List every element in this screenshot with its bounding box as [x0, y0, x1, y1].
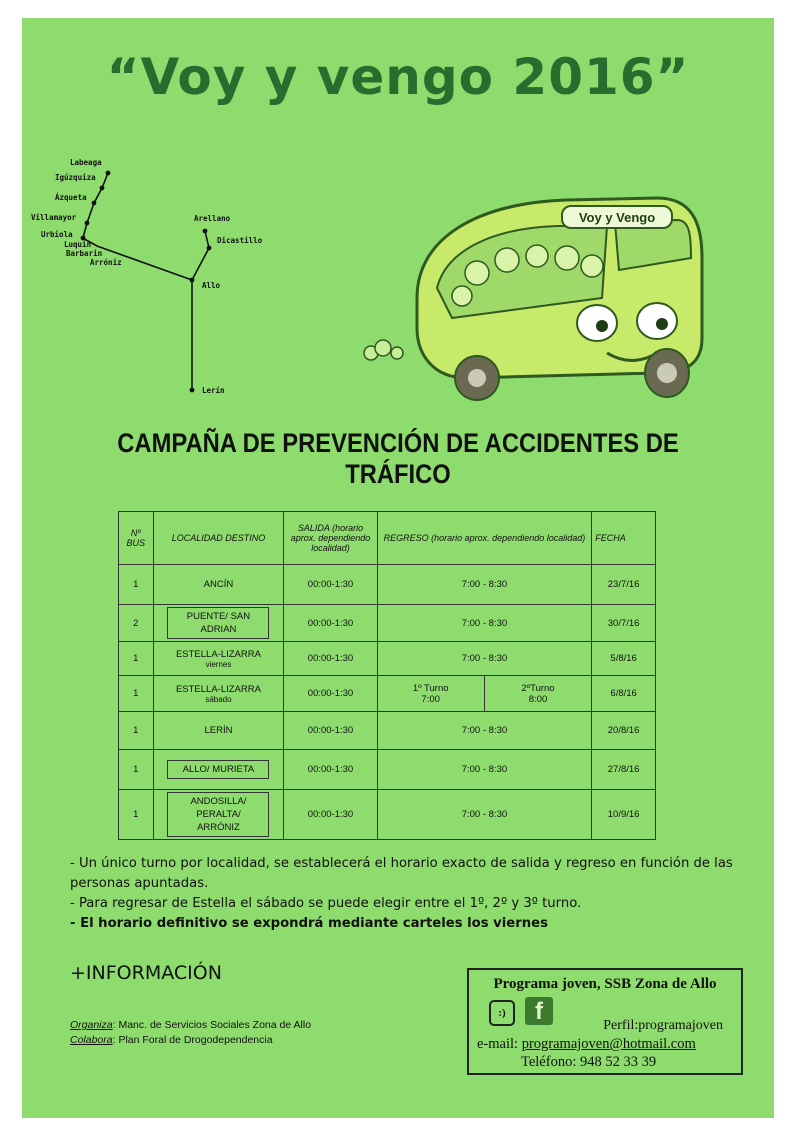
town-label: Barbarin [66, 249, 103, 258]
town-label: Urbiola [41, 230, 73, 239]
cell-bus: 1 [119, 642, 154, 676]
colabora-label: Colabora [70, 1034, 113, 1046]
cell-fecha: 5/8/16 [592, 642, 656, 676]
contact-box [467, 968, 743, 1075]
cell-turno-time: 8:00 [528, 693, 548, 705]
cell-bus: 1 [119, 676, 154, 712]
note-line: - Un único turno por localidad, se establecerá el horario exacto de salida y regreso en función de las personas apuntadas. [70, 856, 733, 891]
email-line [477, 1036, 696, 1053]
facebook-icon[interactable]: f [525, 997, 553, 1025]
col-header: REGRESO (horario aprox. dependiendo localidad) [377, 512, 592, 565]
poster-title: “Voy y vengo 2016” [106, 48, 690, 106]
cell-bus: 1 [119, 712, 154, 750]
cell-destino: ESTELLA-LIZARRA [175, 683, 261, 695]
credits [70, 1018, 311, 1048]
town-label: Arróniz [90, 258, 122, 267]
exhaust-clouds-icon [364, 340, 403, 360]
table-row [119, 790, 656, 840]
note-line-bold: - El horario definitivo se expondrá mediante carteles los viernes [70, 916, 548, 931]
whatsapp-icon[interactable]: :) [489, 1000, 515, 1026]
cell-salida: 00:00-1:30 [284, 676, 377, 712]
more-info-heading: +INFORMACIÓN [70, 962, 222, 984]
cell-turno-time: 7:00 [421, 693, 440, 705]
cell-regreso: 7:00 - 8:30 [377, 712, 592, 750]
cell-bus: 1 [119, 565, 154, 605]
cell-salida: 00:00-1:30 [284, 642, 377, 676]
cell-salida: 00:00-1:30 [284, 605, 377, 642]
colabora-text: : Plan Foral de Drogodependencia [112, 1034, 273, 1046]
col-header: SALIDA (horario aprox. dependiendo localidad) [284, 512, 377, 565]
town-label: Ázqueta [55, 193, 87, 202]
cell-fecha: 30/7/16 [592, 605, 656, 642]
cell-regreso: 7:00 - 8:30 [377, 750, 592, 790]
schedule-table [118, 511, 656, 840]
cell-destino: PUENTE/ SAN ADRIAN [167, 607, 269, 639]
town-label: Lerín [202, 386, 225, 395]
table-row [119, 676, 656, 712]
email-link[interactable]: programajoven@hotmail.com [521, 1036, 696, 1052]
email-label: e-mail: [477, 1036, 522, 1052]
bus-sign: Voy y Vengo [578, 210, 656, 225]
organiza-label: Organiza [70, 1019, 113, 1031]
cell-destino: ALLO/ MURIETA [167, 760, 269, 779]
cell-destino: ESTELLA-LIZARRA [175, 648, 261, 660]
notes [70, 854, 750, 934]
cell-fecha: 20/8/16 [592, 712, 656, 750]
cell-bus: 1 [119, 750, 154, 790]
cell-fecha: 6/8/16 [592, 676, 656, 712]
cell-bus: 2 [119, 605, 154, 642]
poster [22, 18, 774, 1118]
cell-day: sábado [205, 694, 232, 704]
cell-fecha: 10/9/16 [592, 790, 656, 840]
cell-salida: 00:00-1:30 [284, 750, 377, 790]
cell-salida: 00:00-1:30 [284, 565, 377, 605]
table-row [119, 565, 656, 605]
contact-heading: Programa joven, SSB Zona de Allo [493, 976, 717, 992]
col-header: Nº BUS [119, 512, 154, 565]
cell-day: viernes [205, 659, 232, 669]
cell-fecha: 23/7/16 [592, 565, 656, 605]
bus-illustration [357, 178, 717, 408]
facebook-profile: Perfil:programajoven [603, 1018, 723, 1033]
cell-fecha: 27/8/16 [592, 750, 656, 790]
table-row [119, 712, 656, 750]
town-label: Villamayor [31, 213, 77, 222]
cell-salida: 00:00-1:30 [284, 790, 377, 840]
town-label: Allo [202, 281, 221, 290]
cell-regreso: 7:00 - 8:30 [377, 642, 592, 676]
cell-regreso: 7:00 - 8:30 [377, 790, 592, 840]
cell-turno-label: 2ºTurno [521, 682, 555, 694]
phone-line: Teléfono: 948 52 33 39 [521, 1054, 657, 1070]
note-line: - Para regresar de Estella el sábado se puede elegir entre el 1º, 2º y 3º turno. [70, 896, 582, 911]
col-header: LOCALIDAD DESTINO [153, 512, 284, 565]
cell-regreso: 7:00 - 8:30 [377, 565, 592, 605]
cell-destino: LERÍN [153, 712, 284, 750]
col-header: FECHA [592, 512, 656, 565]
town-label: Arellano [194, 214, 231, 223]
cell-salida: 00:00-1:30 [284, 712, 377, 750]
organiza-text: : Manc. de Servicios Sociales Zona de Allo [112, 1019, 312, 1031]
table-row [119, 605, 656, 642]
town-label: Luquin [64, 240, 92, 249]
route-map [22, 128, 312, 398]
table-row [119, 750, 656, 790]
town-label: Dicastillo [217, 236, 263, 245]
cell-regreso: 7:00 - 8:30 [377, 605, 592, 642]
cell-bus: 1 [119, 790, 154, 840]
cell-destino: ANCÍN [153, 565, 284, 605]
town-label: Igúzquiza [55, 173, 96, 182]
campaign-heading: CAMPAÑA DE PREVENCIÓN DE ACCIDENTES DE TRÁFICO [117, 428, 679, 489]
town-label: Labeaga [70, 158, 102, 167]
cell-turno-label: 1º Turno [412, 682, 449, 694]
cell-destino: ANDOSILLA/ PERALTA/ ARRÓNIZ [167, 792, 269, 837]
table-row [119, 642, 656, 676]
